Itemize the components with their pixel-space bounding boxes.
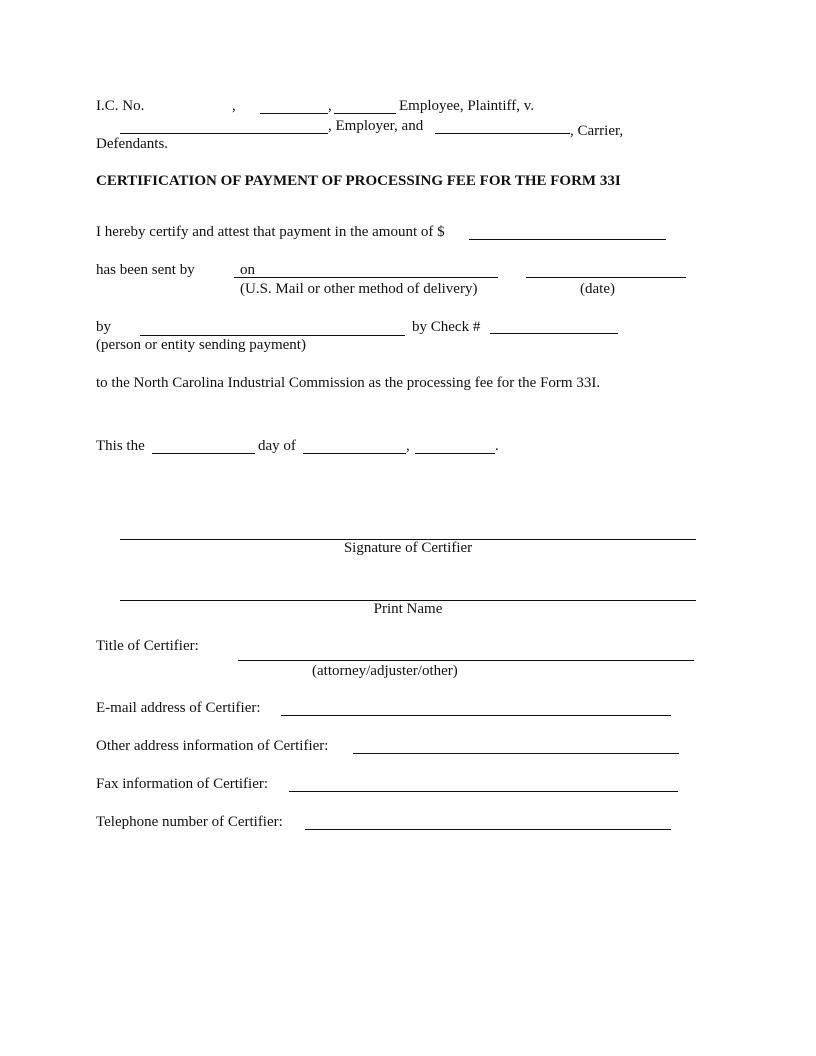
employee-plaintiff-label: Employee, Plaintiff, v. <box>399 98 534 114</box>
caption-comma: , <box>328 98 332 114</box>
other-address-label: Other address information of Certifier: <box>96 738 329 754</box>
title-caption: (attorney/adjuster/other) <box>312 663 458 679</box>
check-number-line[interactable] <box>490 333 618 334</box>
employer-label: , Employer, and <box>328 118 424 134</box>
employee-last-name-line[interactable] <box>334 113 396 114</box>
delivery-caption: (U.S. Mail or other method of delivery) <box>240 281 478 297</box>
delivery-method-line[interactable] <box>234 277 498 278</box>
amount-line[interactable] <box>469 239 666 240</box>
certify-text: I hereby certify and attest that payment in the amount of $ <box>96 224 445 240</box>
on-label: on <box>240 262 255 278</box>
form-title: CERTIFICATION OF PAYMENT OF PROCESSING FEE FOR THE FORM 33I <box>96 173 621 189</box>
sender-caption: (person or entity sending payment) <box>96 337 306 353</box>
title-of-certifier-label: Title of Certifier: <box>96 638 199 654</box>
email-line[interactable] <box>281 715 671 716</box>
employer-line[interactable] <box>120 133 328 134</box>
ic-no-label: I.C. No. <box>96 98 145 114</box>
this-the-label: This the <box>96 438 145 454</box>
print-name-caption: Print Name <box>373 601 443 617</box>
fax-line[interactable] <box>289 791 678 792</box>
email-label: E-mail address of Certifier: <box>96 700 261 716</box>
fax-label: Fax information of Certifier: <box>96 776 269 792</box>
commission-text: to the North Carolina Industrial Commission as the processing fee for the Form 33I. <box>96 375 601 391</box>
day-of-label: day of <box>258 438 296 454</box>
sent-by-label: has been sent by <box>96 262 195 278</box>
by-check-label: by Check # <box>412 319 481 335</box>
telephone-label: Telephone number of Certifier: <box>96 814 283 830</box>
signature-caption: Signature of Certifier <box>343 540 473 556</box>
employee-first-name-line[interactable] <box>260 113 328 114</box>
title-of-certifier-line[interactable] <box>238 660 694 661</box>
day-line[interactable] <box>152 453 255 454</box>
date-comma: , <box>406 438 410 454</box>
by-label: by <box>96 319 111 335</box>
date-caption: (date) <box>580 281 615 297</box>
carrier-label: , Carrier, <box>570 123 624 139</box>
year-line[interactable] <box>415 453 495 454</box>
telephone-line[interactable] <box>305 829 671 830</box>
month-line[interactable] <box>303 453 406 454</box>
date-period: . <box>495 438 499 454</box>
carrier-line[interactable] <box>435 133 570 134</box>
caption-comma: , <box>232 98 236 114</box>
other-address-line[interactable] <box>353 753 679 754</box>
date-sent-line[interactable] <box>526 277 686 278</box>
defendants-label: Defendants. <box>96 136 169 152</box>
